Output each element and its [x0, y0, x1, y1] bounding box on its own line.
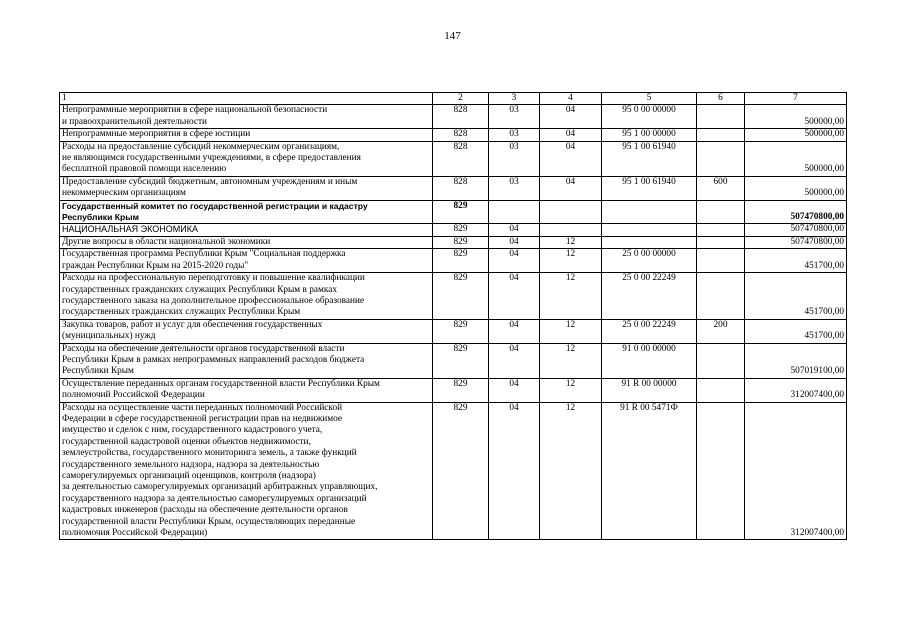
- cell-grbs: 829: [433, 200, 489, 224]
- cell-expense-type: 600: [697, 176, 745, 200]
- cell-grbs: 829: [433, 319, 489, 343]
- cell-subsection: 12: [540, 343, 602, 378]
- cell-grbs: 828: [433, 176, 489, 200]
- cell-section: 04: [489, 378, 540, 402]
- cell-target-article: [602, 224, 697, 236]
- cell-subsection: 04: [540, 141, 602, 176]
- table-row: [60, 200, 847, 224]
- header-cell-grbs: 2: [433, 93, 489, 105]
- cell-name: Предоставление субсидий бюджетным, автономным учреждениям и иным некоммерческим организациям: [60, 176, 433, 200]
- cell-subsection: 12: [540, 402, 602, 540]
- cell-target-article: [602, 236, 697, 248]
- cell-amount: 451700,00: [745, 273, 847, 320]
- cell-amount: 507019100,00: [745, 343, 847, 378]
- cell-grbs: 829: [433, 224, 489, 236]
- cell-section: 03: [489, 105, 540, 129]
- page-number: 147: [444, 30, 461, 42]
- header-cell-target-article: 5: [602, 93, 697, 105]
- table-body: [60, 93, 847, 540]
- cell-grbs: 829: [433, 249, 489, 273]
- cell-section: 04: [489, 249, 540, 273]
- cell-subsection: 12: [540, 319, 602, 343]
- cell-subsection: 04: [540, 129, 602, 141]
- cell-name: Государственный комитет по государственной регистрации и кадастру Республики Крым: [60, 200, 433, 224]
- cell-section: 03: [489, 129, 540, 141]
- cell-expense-type: [697, 129, 745, 141]
- cell-expense-type: [697, 378, 745, 402]
- cell-subsection: [540, 224, 602, 236]
- cell-target-article: 95 0 00 00000: [602, 105, 697, 129]
- cell-name: Закупка товаров, работ и услуг для обеспечения государственных (муниципальных) нужд: [60, 319, 433, 343]
- cell-grbs: 829: [433, 343, 489, 378]
- cell-section: 03: [489, 141, 540, 176]
- header-cell-amount: 7: [745, 93, 847, 105]
- cell-subsection: [540, 200, 602, 224]
- cell-target-article: 91 0 00 00000: [602, 343, 697, 378]
- cell-section: 04: [489, 319, 540, 343]
- table-row: [60, 402, 847, 540]
- cell-name: НАЦИОНАЛЬНАЯ ЭКОНОМИКА: [60, 224, 433, 236]
- cell-section: 04: [489, 224, 540, 236]
- table-row: [60, 236, 847, 248]
- cell-expense-type: [697, 224, 745, 236]
- cell-name: Расходы на профессиональную переподготовку и повышение квалификации государственных гражданских служащих Республики Крым в рамках государственного заказа на дополнительное профессиональное образование государственных гражданских служащих Республики Крым: [60, 273, 433, 320]
- header-cell-expense-type: 6: [697, 93, 745, 105]
- cell-expense-type: [697, 236, 745, 248]
- cell-section: 04: [489, 236, 540, 248]
- table-header-row: [60, 93, 847, 105]
- table-row: [60, 343, 847, 378]
- cell-section: [489, 200, 540, 224]
- cell-grbs: 829: [433, 236, 489, 248]
- cell-subsection: 12: [540, 249, 602, 273]
- cell-section: 04: [489, 343, 540, 378]
- cell-subsection: 12: [540, 378, 602, 402]
- table-row: [60, 319, 847, 343]
- cell-name: Непрограммные мероприятия в сфере национальной безопасности и правоохранительной деятельности: [60, 105, 433, 129]
- budget-table: [59, 92, 847, 540]
- cell-amount: 500000,00: [745, 129, 847, 141]
- cell-target-article: 25 0 00 22249: [602, 273, 697, 320]
- table-row: [60, 378, 847, 402]
- table-row: [60, 273, 847, 320]
- cell-target-article: 25 0 00 00000: [602, 249, 697, 273]
- header-cell-section: 3: [489, 93, 540, 105]
- cell-amount: 500000,00: [745, 105, 847, 129]
- cell-name: Непрограммные мероприятия в сфере юстиции: [60, 129, 433, 141]
- cell-grbs: 829: [433, 273, 489, 320]
- cell-target-article: 91 R 00 00000: [602, 378, 697, 402]
- cell-expense-type: [697, 273, 745, 320]
- cell-subsection: 12: [540, 236, 602, 248]
- cell-expense-type: [697, 249, 745, 273]
- table-row: [60, 105, 847, 129]
- cell-amount: 507470800,00: [745, 236, 847, 248]
- cell-amount: 500000,00: [745, 141, 847, 176]
- table-row: [60, 224, 847, 236]
- cell-target-article: 91 R 00 5471Ф: [602, 402, 697, 540]
- cell-grbs: 828: [433, 129, 489, 141]
- cell-subsection: 04: [540, 105, 602, 129]
- table-row: [60, 176, 847, 200]
- cell-target-article: 25 0 00 22249: [602, 319, 697, 343]
- cell-section: 04: [489, 402, 540, 540]
- table-row: [60, 129, 847, 141]
- cell-name: Расходы на обеспечение деятельности органов государственной власти Республики Крым в рамках непрограммных направлений расходов бюджета Республики Крым: [60, 343, 433, 378]
- cell-expense-type: [697, 402, 745, 540]
- cell-name: Расходы на осуществление части переданных полномочий Российской Федерации в сфере государственной регистрации прав на недвижимое имущество и сделок с ним, государственного кадастрового учета, государственной кадастровой оценки объектов недвижимости, землеустройства, государственного мониторинга земель, а также функций государственного земельного надзора, надзора за деятельностью саморегулируемых организаций оценщиков, контроля (надзора) за деятельностью саморегулируемых организаций арбитражных управляющих, государственного надзора за деятельностью саморегулируемых организаций кадастровых инженеров (расходы на обеспечение деятельности органов государственной власти Республики Крым, осуществляющих переданные полномочия Российской Федерации): [60, 402, 433, 540]
- cell-name: Другие вопросы в области национальной экономики: [60, 236, 433, 248]
- cell-amount: 507470800,00: [745, 224, 847, 236]
- cell-target-article: [602, 200, 697, 224]
- cell-amount: 507470800,00: [745, 200, 847, 224]
- cell-section: 04: [489, 273, 540, 320]
- cell-target-article: 95 1 00 00000: [602, 129, 697, 141]
- cell-expense-type: [697, 200, 745, 224]
- cell-amount: 312007400,00: [745, 402, 847, 540]
- cell-subsection: 12: [540, 273, 602, 320]
- cell-name: Государственная программа Республики Крым "Социальная поддержка граждан Республики Крым на 2015-2020 годы": [60, 249, 433, 273]
- header-cell-name: 1: [60, 93, 433, 105]
- cell-amount: 312007400,00: [745, 378, 847, 402]
- cell-name: Расходы на предоставление субсидий некоммерческим организациям, не являющимся государственными учреждениями, в сфере предоставления бесплатной правовой помощи населению: [60, 141, 433, 176]
- cell-section: 03: [489, 176, 540, 200]
- table-row: [60, 249, 847, 273]
- cell-expense-type: [697, 141, 745, 176]
- cell-amount: 451700,00: [745, 319, 847, 343]
- cell-grbs: 828: [433, 141, 489, 176]
- cell-target-article: 95 1 00 61940: [602, 141, 697, 176]
- cell-amount: 500000,00: [745, 176, 847, 200]
- cell-expense-type: 200: [697, 319, 745, 343]
- header-cell-subsection: 4: [540, 93, 602, 105]
- cell-expense-type: [697, 343, 745, 378]
- table-row: [60, 141, 847, 176]
- cell-amount: 451700,00: [745, 249, 847, 273]
- cell-target-article: 95 1 00 61940: [602, 176, 697, 200]
- cell-name: Осуществление переданных органам государственной власти Республики Крым полномочий Российской Федерации: [60, 378, 433, 402]
- cell-grbs: 829: [433, 378, 489, 402]
- cell-subsection: 04: [540, 176, 602, 200]
- cell-grbs: 828: [433, 105, 489, 129]
- cell-expense-type: [697, 105, 745, 129]
- cell-grbs: 829: [433, 402, 489, 540]
